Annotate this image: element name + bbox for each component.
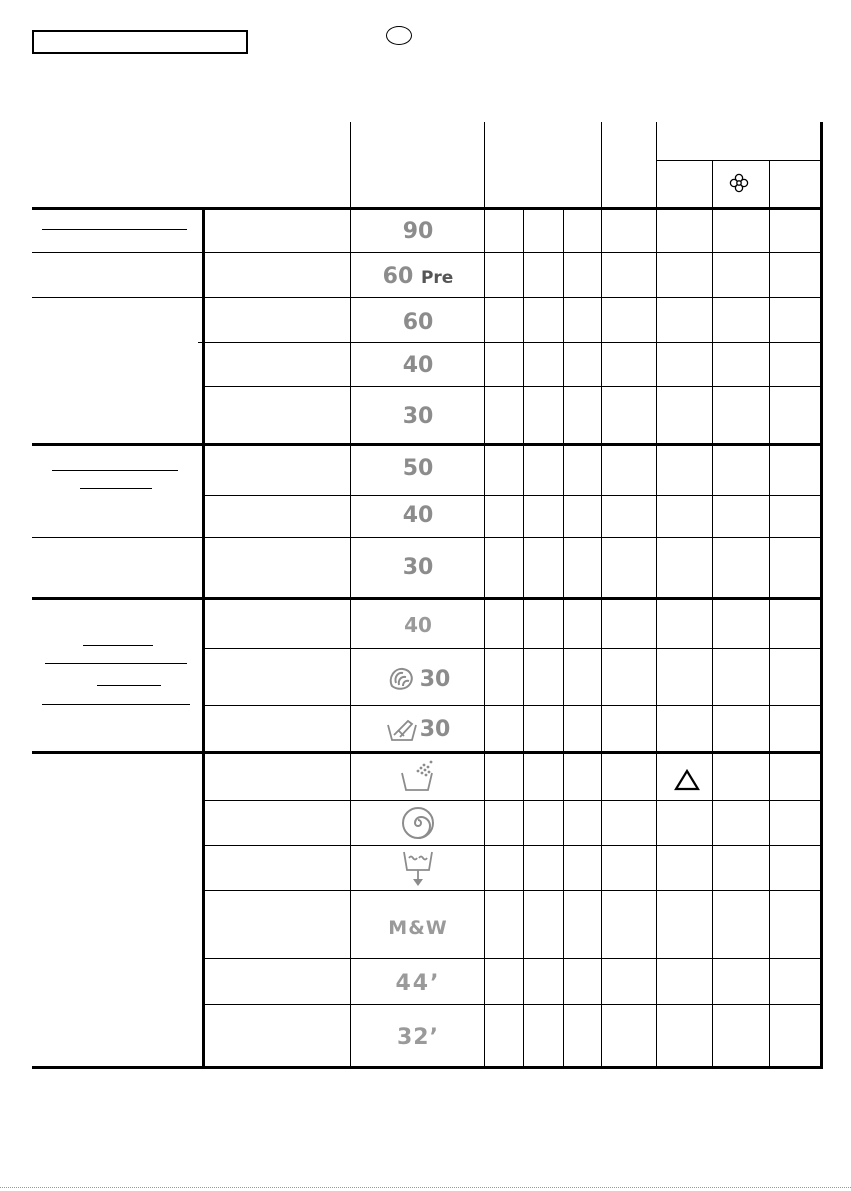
- language-circle: [386, 26, 412, 45]
- programme-40: 40: [402, 353, 434, 378]
- hand-wash-icon: [386, 715, 418, 743]
- programme-50: 50: [402, 456, 434, 481]
- programme-40-b: 40: [402, 503, 434, 528]
- title-box: [32, 30, 248, 54]
- wool-icon: [386, 664, 418, 694]
- spin-spiral-icon: [401, 806, 435, 840]
- programme-rinse: [352, 759, 484, 793]
- programme-drain: [352, 850, 484, 888]
- programme-30: 30: [402, 404, 434, 429]
- programme-spin: [352, 806, 484, 840]
- programme-44min: 44’: [395, 971, 441, 996]
- programme-60-pre: 60 Pre: [382, 264, 454, 289]
- programme-handwash-30: 30: [352, 715, 484, 743]
- programme-wool-30: 30: [352, 664, 484, 694]
- programme-60: 60: [402, 310, 434, 335]
- programme-90: 90: [402, 219, 434, 244]
- drain-icon: [401, 850, 435, 888]
- warning-triangle-icon: [674, 769, 700, 791]
- rinse-shower-icon: [400, 759, 436, 793]
- programme-32min: 32’: [397, 1025, 439, 1050]
- programme-mw: M&W: [388, 917, 448, 939]
- flower-icon: [728, 172, 750, 194]
- programme-30-b: 30: [402, 555, 434, 580]
- page-bottom-edge: [0, 1187, 851, 1188]
- programme-40-c: 40: [404, 613, 432, 637]
